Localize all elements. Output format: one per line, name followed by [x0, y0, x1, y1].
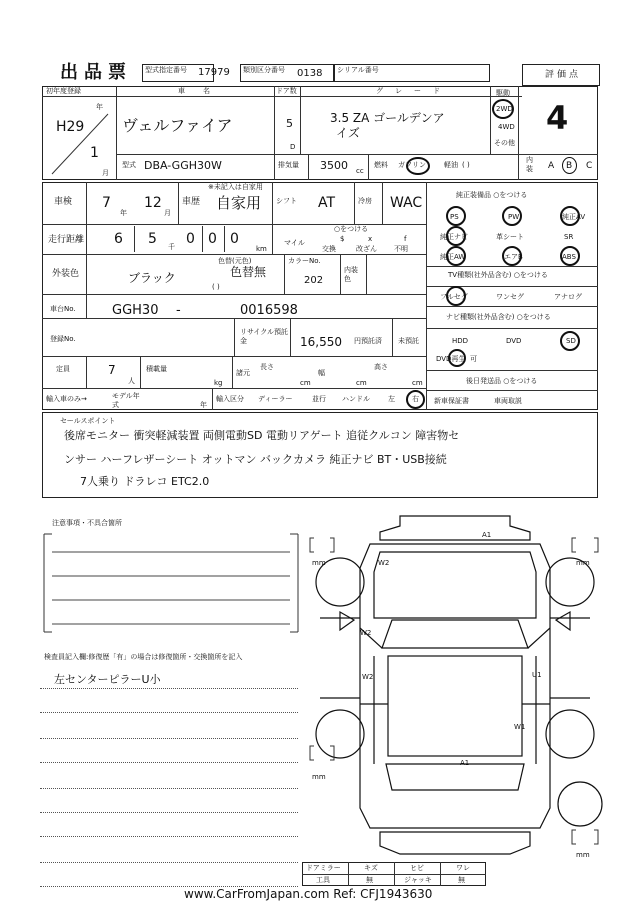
- mileage-digit: 5: [148, 231, 157, 247]
- handle-label: ハンドル: [342, 395, 370, 403]
- mileage-digit: 0: [230, 231, 239, 247]
- inspector-label: 検査員記入欄:修復歴「有」の場合は修復箇所・交換箇所を記入: [44, 653, 243, 661]
- grade-line2: イズ: [336, 126, 360, 140]
- fuel-label: 燃料: [374, 161, 388, 169]
- equip-ps-circle: [446, 206, 466, 226]
- damage-mark-u1-right: U1: [532, 671, 542, 679]
- drive-other[interactable]: その他: [494, 139, 515, 147]
- dvd-circle: [448, 349, 466, 367]
- history: 自家用: [216, 194, 262, 212]
- interior-a[interactable]: A: [548, 161, 555, 171]
- mileage-digit: 0: [208, 231, 217, 247]
- tv-fullseg[interactable]: フルセグ: [440, 293, 468, 301]
- import-class-label: 輸入区分: [216, 395, 244, 403]
- class-box: [240, 64, 334, 82]
- shift: AT: [318, 195, 336, 211]
- legend-cell: 工具: [316, 876, 330, 884]
- type-cert-no: 17979: [198, 67, 230, 78]
- color-paren: ( ): [212, 283, 220, 291]
- mileage-label: 走行距離: [48, 235, 85, 245]
- equip-abs-circle: [560, 246, 580, 266]
- tv-oneseg[interactable]: ワンセグ: [496, 293, 524, 301]
- watermark: www.CarFromJapan.com Ref: CFJ1943630: [184, 887, 433, 901]
- navi-hdd[interactable]: HDD: [452, 337, 469, 345]
- page-title: 出品票: [60, 62, 132, 83]
- km-unit: km: [256, 245, 267, 253]
- color-change: 色替無: [230, 265, 267, 279]
- interior-b[interactable]: B: [566, 161, 573, 171]
- equip-ps[interactable]: PS: [450, 213, 459, 221]
- legend-header: ドアミラー: [306, 864, 341, 872]
- navi-sd[interactable]: SD: [566, 337, 576, 345]
- interior-c[interactable]: C: [586, 161, 593, 171]
- score-label: 評価点: [545, 70, 582, 80]
- tv-analog[interactable]: アナログ: [554, 293, 582, 301]
- legend-cell: 無: [458, 876, 465, 884]
- equip-aw[interactable]: 純正AW: [440, 253, 466, 261]
- tv-fullseg-circle: [446, 286, 466, 306]
- door-unit: D: [290, 143, 296, 151]
- shift-label: シフト: [276, 197, 297, 205]
- tire-mm-fr: mm: [576, 559, 590, 567]
- equip-sr[interactable]: SR: [564, 233, 574, 241]
- handle-right-circle: [406, 390, 425, 409]
- meter-changed[interactable]: 交換: [322, 245, 336, 253]
- class-label: 類別区分番号: [243, 66, 285, 74]
- tire-mm-fl: mm: [312, 559, 326, 567]
- legend-header: キズ: [364, 864, 378, 872]
- navi-dvd[interactable]: DVD: [506, 337, 522, 345]
- doors: 5: [286, 117, 293, 130]
- kg-unit: kg: [214, 379, 223, 387]
- first-reg-slash: [42, 96, 116, 180]
- oem-equipment-title: 純正装備品 ○をつける: [456, 191, 528, 199]
- drive-2wd-circle: [492, 99, 514, 119]
- damage-mark-w2-left-front: W2: [360, 629, 372, 637]
- thousand-unit: 千: [168, 243, 175, 251]
- displacement: 3500: [320, 159, 348, 172]
- equip-pw[interactable]: PW: [508, 213, 520, 221]
- chassis-prefix: GGH30: [112, 303, 159, 318]
- drive-2wd[interactable]: 2WD: [496, 105, 513, 113]
- sales-line1: 後席モニター 衝突軽減装置 両側電動SD 電動リアゲート 追従クルコン 障害物セ: [64, 429, 460, 442]
- chassis-label: 車台No.: [50, 305, 76, 313]
- inspector-note: 左センターピラーU小: [54, 673, 161, 686]
- damage-mark-a1-rear: A1: [460, 759, 470, 767]
- sales-label: セールスポイント: [60, 417, 116, 425]
- grade-label: グレード: [376, 87, 452, 95]
- equip-av-circle: [560, 206, 580, 226]
- model-code: DBA-GGH30W: [144, 159, 222, 172]
- cm-unit: cm: [412, 379, 423, 387]
- tv-title: TV種類(社外品含む) ○をつける: [448, 271, 548, 279]
- class-no: 0138: [297, 68, 323, 79]
- equip-aw-circle: [446, 246, 466, 266]
- legend-header: ワレ: [456, 864, 470, 872]
- meter-unknown-mark: f: [404, 235, 407, 243]
- ac: WAC: [390, 195, 423, 211]
- color-change-label: 色替(元色): [218, 257, 252, 265]
- fuel-gasoline[interactable]: ガソリン: [398, 161, 426, 169]
- inspection-label: 車検: [54, 197, 73, 207]
- chassis-dash: -: [176, 303, 181, 318]
- dims-label: 諸元: [236, 369, 250, 377]
- color-label: 外装色: [52, 269, 80, 279]
- damage-mark-a1-front: A1: [482, 531, 492, 539]
- score: 4: [546, 99, 569, 137]
- after-title: 後日発送品 ○をつける: [466, 377, 538, 385]
- capacity-unit: 人: [128, 377, 135, 385]
- cm-unit: cm: [300, 379, 311, 387]
- grade-line1: 3.5 ZA ゴールデンア: [330, 111, 445, 125]
- after-manual[interactable]: 車両取説: [494, 397, 522, 405]
- equip-av[interactable]: 純正AV: [562, 213, 586, 221]
- caution-box: [38, 528, 304, 638]
- inspection-month: 12: [144, 195, 162, 211]
- inspection-year-unit: 年: [120, 209, 127, 217]
- tire-mm-rl: mm: [312, 773, 326, 781]
- load-label: 積載量: [146, 365, 167, 373]
- ac-label: 冷房: [358, 197, 372, 205]
- history-label: 車歴: [182, 197, 201, 207]
- sales-line3: 7人乗り ドラレコ ETC2.0: [80, 475, 210, 488]
- meter-reset-mark: x: [368, 235, 373, 243]
- car-name: ヴェルファイア: [122, 116, 233, 135]
- mileage-digit: 6: [114, 231, 123, 247]
- recycle-pending: 未預託: [398, 337, 419, 345]
- legend-cell: 無: [366, 876, 373, 884]
- length-label: 長さ: [260, 363, 274, 371]
- car-damage-diagram: [300, 508, 610, 868]
- meter-changed-mark: $: [340, 235, 345, 243]
- mileage-digit: 0: [186, 231, 195, 247]
- fuel-paren: ( ): [462, 161, 470, 169]
- drive-label: 駆動: [496, 89, 510, 97]
- first-reg-month: 1: [90, 145, 99, 161]
- equip-abs[interactable]: ABS: [562, 253, 576, 261]
- month-mark: 月: [102, 169, 109, 177]
- interior-b-circle: [562, 157, 577, 174]
- legend-header: ヒビ: [410, 864, 424, 872]
- model-label: 型式: [122, 161, 136, 169]
- color-no-label: カラーNo.: [288, 257, 321, 265]
- year-mark: 年: [96, 103, 103, 111]
- after-warranty[interactable]: 新車保証書: [434, 397, 469, 405]
- equip-leather[interactable]: 革シート: [496, 233, 524, 241]
- fuel-diesel[interactable]: 軽油: [444, 161, 458, 169]
- drive-4wd[interactable]: 4WD: [498, 123, 515, 131]
- first-reg-label: 初年度登録: [46, 87, 81, 95]
- navi-title: ナビ種類(社外品含む) ○をつける: [446, 313, 551, 321]
- serial-label: シリアル番号: [337, 66, 379, 74]
- interior-label: 内装: [526, 156, 533, 173]
- model-year-label: モデル年式: [112, 392, 140, 409]
- score-label-box: [522, 64, 600, 86]
- history-note: ※未記入は自家用: [208, 183, 263, 191]
- recycle-label: リサイクル預託金: [240, 328, 289, 345]
- fuel-gasoline-circle: [406, 157, 430, 175]
- color: ブラック: [128, 271, 176, 285]
- caution-label: 注意事項・不具合箇所: [52, 519, 122, 527]
- equip-airbag-circle: [502, 246, 522, 266]
- import-dealer[interactable]: ディーラー: [258, 395, 293, 403]
- inspection-year: 7: [102, 195, 111, 211]
- recycle-amount: 16,550: [300, 335, 342, 349]
- height-label: 高さ: [374, 363, 388, 371]
- reg-no-label: 登録No.: [50, 335, 76, 343]
- inspection-month-unit: 月: [164, 209, 171, 217]
- doors-label: ドア数: [276, 87, 297, 95]
- meter-unknown[interactable]: 不明: [394, 245, 408, 253]
- color-no: 202: [304, 275, 324, 286]
- damage-mark-w1-right-rear: W1: [514, 723, 526, 731]
- chassis-no: 0016598: [240, 303, 298, 318]
- equip-pw-circle: [502, 206, 522, 226]
- damage-mark-w2-hood: W2: [378, 559, 390, 567]
- dvd-label: DVD再生: [436, 355, 466, 363]
- equip-navi[interactable]: 純正ナビ: [440, 233, 468, 241]
- car-name-label: 車名: [178, 87, 228, 95]
- cm-unit: cm: [356, 379, 367, 387]
- handle-left[interactable]: 左: [388, 395, 395, 403]
- recycle-unit: 円預託済: [354, 337, 382, 345]
- import-label: 輸入車のみ→: [46, 395, 87, 403]
- meter-reset[interactable]: 改ざん: [356, 245, 377, 253]
- interior-color-label: 内装色: [344, 266, 358, 283]
- type-cert-label: 型式指定番号: [145, 66, 187, 74]
- handle-right[interactable]: 右: [412, 395, 419, 403]
- dvd-value[interactable]: 可: [470, 355, 477, 363]
- first-reg-year: H29: [56, 119, 85, 135]
- capacity-label: 定員: [56, 365, 70, 373]
- legend-cell: ジャッキ: [404, 876, 432, 884]
- serial-box: [334, 64, 490, 82]
- equip-airbag[interactable]: エアB: [504, 253, 523, 261]
- width-label: 幅: [318, 369, 325, 377]
- tire-mm-spare: mm: [576, 851, 590, 859]
- displacement-label: 排気量: [278, 161, 299, 169]
- navi-sd-circle: [560, 331, 580, 351]
- capacity: 7: [108, 363, 116, 377]
- meter-circle-note: ○をつける: [334, 225, 369, 233]
- cc-unit: cc: [356, 167, 364, 175]
- equip-navi-circle: [446, 226, 466, 246]
- miles-label: マイル: [284, 239, 305, 247]
- sales-line2: ンサー ハーフレザーシート オットマン バックカメラ 純正ナビ BT・USB接続: [64, 453, 447, 466]
- model-year-unit: 年: [200, 401, 207, 409]
- import-parallel[interactable]: 並行: [312, 395, 326, 403]
- damage-mark-w2-left-rear: W2: [362, 673, 374, 681]
